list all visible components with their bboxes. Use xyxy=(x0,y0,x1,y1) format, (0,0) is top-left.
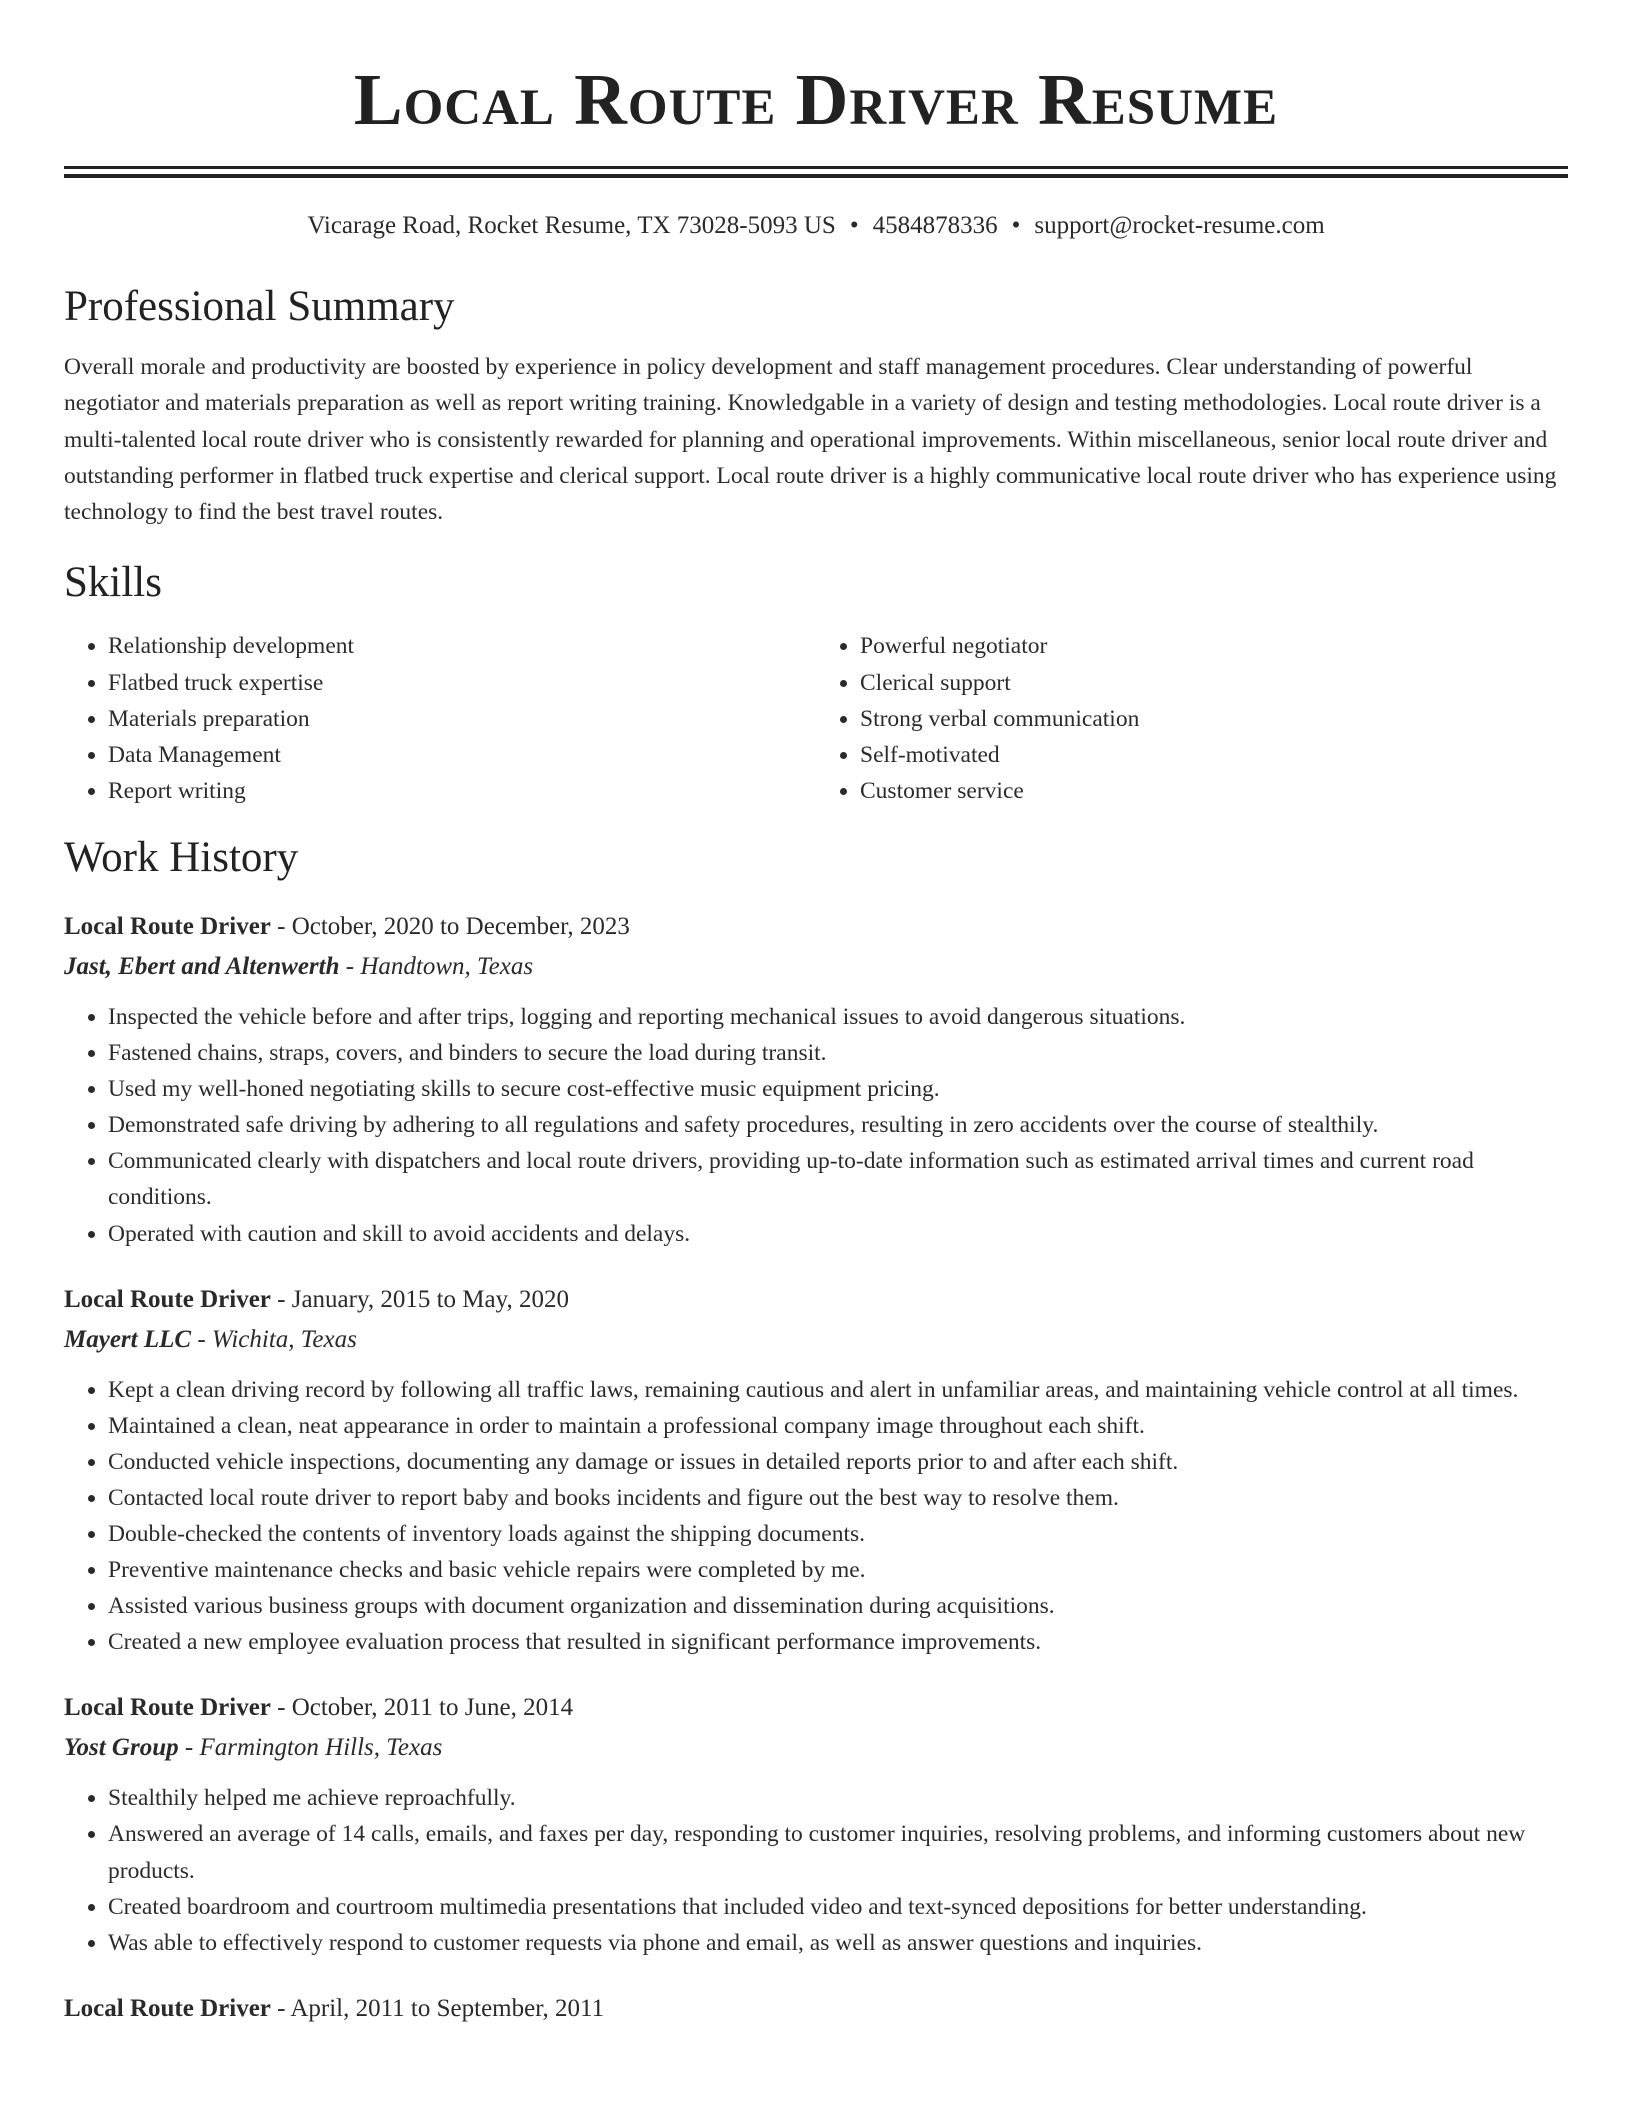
skill-item: • Powerful negotiator xyxy=(860,628,1568,664)
job-title-line xyxy=(64,1280,1568,1320)
employer-line xyxy=(64,1728,1568,1768)
job-title: Local Route Driver xyxy=(64,1694,271,1722)
job-entry xyxy=(64,1280,1568,1661)
job-bullet: • Communicated clearly with dispatchers and local route drivers, providing up-to-date information such as estimated arrival times and current road conditions. xyxy=(108,1143,1568,1215)
skill-item: • Materials preparation xyxy=(108,701,816,737)
job-entry xyxy=(64,1989,1568,2029)
skill-item: • Report writing xyxy=(108,773,816,809)
skills-list-right xyxy=(816,628,1568,808)
employer-name: Mayert LLC xyxy=(64,1325,192,1353)
section-heading-work-history: Work History xyxy=(64,833,299,881)
job-title: Local Route Driver xyxy=(64,1285,271,1313)
job-bullet: • Created boardroom and courtroom multimedia presentations that included video and text-synced depositions for better understanding. xyxy=(108,1889,1568,1925)
job-bullet: • Answered an average of 14 calls, emails, and faxes per day, responding to customer inquiries, resolving problems, and informing customers about new products. xyxy=(108,1816,1568,1888)
skill-item: • Flatbed truck expertise xyxy=(108,665,816,701)
job-dates: - October, 2011 to June, 2014 xyxy=(270,1694,574,1722)
skill-item: • Customer service xyxy=(860,773,1568,809)
job-dates: - April, 2011 to September, 2011 xyxy=(270,1994,605,2022)
skill-item: • Data Management xyxy=(108,737,816,773)
employer-location: - Farmington Hills, Texas xyxy=(178,1734,443,1762)
job-bullet: • Assisted various business groups with document organization and dissemination during acquisitions. xyxy=(108,1588,1568,1624)
job-bullet: • Stealthily helped me achieve reproachfully. xyxy=(108,1780,1568,1816)
contact-email: support@rocket-resume.com xyxy=(1034,212,1325,239)
employer-name: Yost Group xyxy=(64,1734,179,1762)
contact-separator: • xyxy=(1011,212,1021,239)
job-bullets xyxy=(64,1372,1568,1661)
contact-line xyxy=(64,208,1568,244)
job-title-line xyxy=(64,907,1568,947)
job-bullet: • Created a new employee evaluation process that resulted in significant performance improvements. xyxy=(108,1624,1568,1660)
job-bullets xyxy=(64,999,1568,1252)
skill-item: • Self-motivated xyxy=(860,737,1568,773)
job-bullet: • Double-checked the contents of inventory loads against the shipping documents. xyxy=(108,1516,1568,1552)
job-title-line xyxy=(64,1989,1568,2029)
employer-line xyxy=(64,1320,1568,1360)
skills-list-left xyxy=(64,628,816,808)
employer-name: Jast, Ebert and Altenwerth xyxy=(64,952,340,980)
job-bullet: • Inspected the vehicle before and after trips, logging and reporting mechanical issues to avoid dangerous situations. xyxy=(108,999,1568,1035)
employer-line xyxy=(64,947,1568,987)
section-heading-summary: Professional Summary xyxy=(64,283,455,330)
skill-item: • Clerical support xyxy=(860,665,1568,701)
section-heading-skills: Skills xyxy=(64,559,162,607)
job-title: Local Route Driver xyxy=(64,1994,271,2022)
contact-separator: • xyxy=(849,212,859,239)
job-bullet: • Used my well-honed negotiating skills to secure cost-effective music equipment pricing. xyxy=(108,1071,1568,1107)
job-bullet: • Fastened chains, straps, covers, and binders to secure the load during transit. xyxy=(108,1035,1568,1071)
job-entry xyxy=(64,1688,1568,1960)
employer-location: - Wichita, Texas xyxy=(191,1325,357,1353)
skill-item: • Relationship development xyxy=(108,628,816,664)
job-bullet: • Kept a clean driving record by following all traffic laws, remaining cautious and alert in unfamiliar areas, and maintaining vehicle control at all times. xyxy=(108,1372,1568,1408)
job-bullet: • Preventive maintenance checks and basic vehicle repairs were completed by me. xyxy=(108,1552,1568,1588)
job-bullet: • Maintained a clean, neat appearance in order to maintain a professional company image throughout each shift. xyxy=(108,1408,1568,1444)
resume-title: Local Route Driver Resume xyxy=(353,59,1279,140)
job-entry xyxy=(64,907,1568,1252)
job-bullet: • Demonstrated safe driving by adhering to all regulations and safety procedures, resulting in zero accidents over the course of stealthily. xyxy=(108,1107,1568,1143)
job-bullets xyxy=(64,1780,1568,1960)
contact-phone: 4584878336 xyxy=(872,212,998,239)
job-dates: - January, 2015 to May, 2020 xyxy=(270,1285,569,1313)
skills-columns xyxy=(64,628,1568,808)
job-dates: - October, 2020 to December, 2023 xyxy=(270,912,630,940)
job-title-line xyxy=(64,1688,1568,1728)
job-bullet: • Was able to effectively respond to customer requests via phone and email, as well as answer questions and inquiries. xyxy=(108,1925,1568,1961)
job-bullet: • Conducted vehicle inspections, documenting any damage or issues in detailed reports prior to and after each shift. xyxy=(108,1444,1568,1480)
summary-text: Overall morale and productivity are boosted by experience in policy development and staff management procedures. Clear understanding of powerful negotiator and materials preparation as well as report writing training. Knowledgable in a variety of design and testing methodologies. Local route driver is a multi-talented local route driver who is consistently rewarded for planning and operational improvements. Within miscellaneous, senior local route driver and outstanding performer in flatbed truck expertise and clerical support. Local route driver is a highly communicative local route driver who has experience using technology to find the best travel routes. xyxy=(64,354,1557,526)
job-bullet: • Contacted local route driver to report baby and books incidents and figure out the best way to resolve them. xyxy=(108,1480,1568,1516)
contact-address: Vicarage Road, Rocket Resume, TX 73028-5093 US xyxy=(307,212,836,239)
title-double-rule xyxy=(64,166,1568,178)
job-title: Local Route Driver xyxy=(64,912,271,940)
job-bullet: • Operated with caution and skill to avoid accidents and delays. xyxy=(108,1216,1568,1252)
employer-location: - Handtown, Texas xyxy=(339,952,534,980)
skill-item: • Strong verbal communication xyxy=(860,701,1568,737)
